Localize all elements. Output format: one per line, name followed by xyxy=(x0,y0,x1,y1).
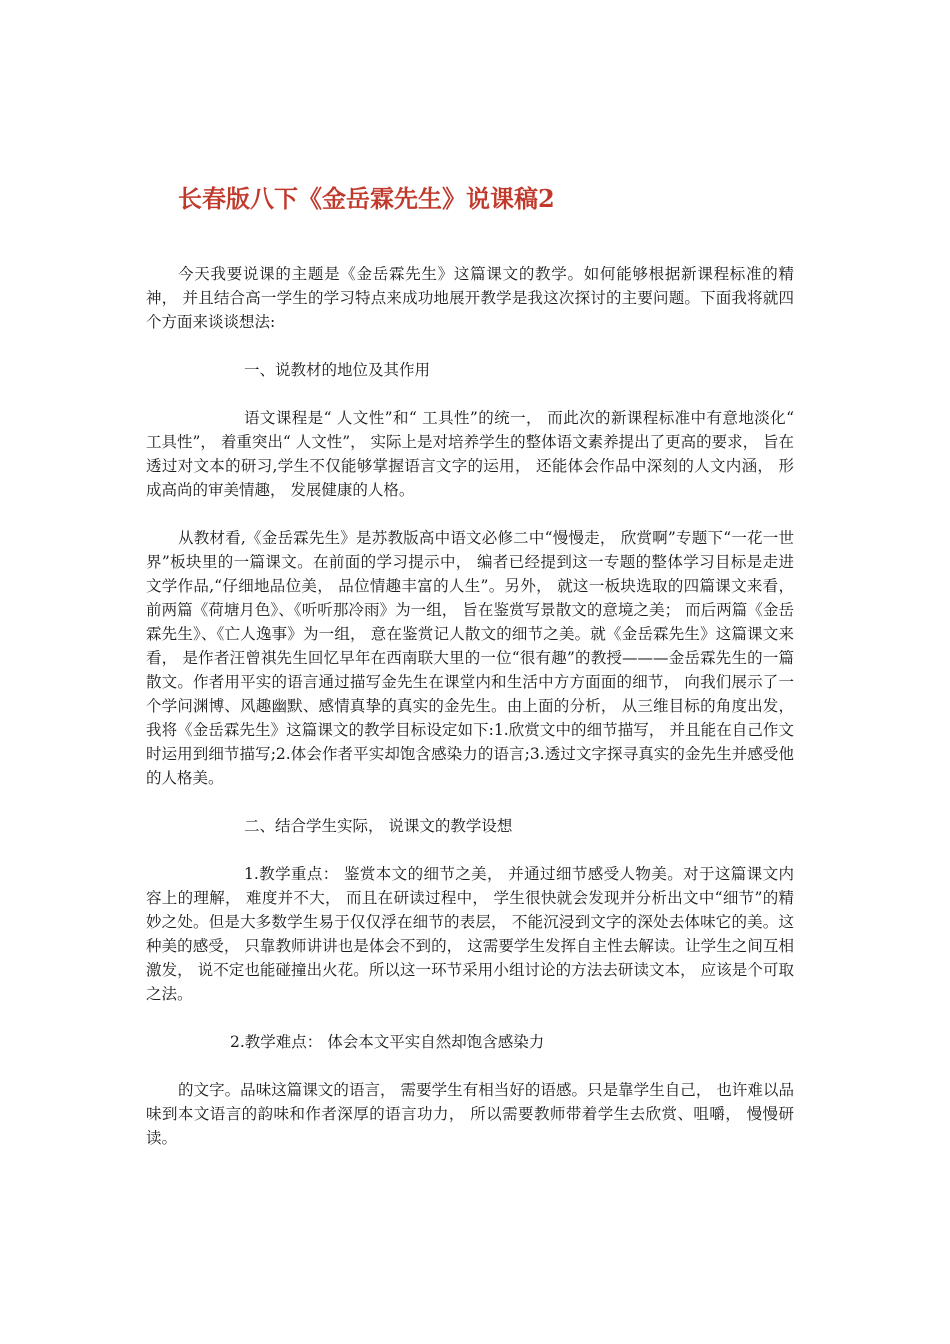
paragraph-textbook: 从教材看,《金岳霖先生》是苏教版高中语文必修二中“慢慢走， 欣赏啊”专题下“一花一世界”板块里的一篇课文。在前面的学习提示中， 编者已经提到这一专题的整体学习目标是走进文学作品,“仔细地品位美， 品位情趣丰富的人生”。另外， 就这一板块选取的四篇课文来看， 前两篇《荷塘月色》、《听听那冷雨》为一组， 旨在鉴赏写景散文的意境之美； 而后两篇《金岳霖先生》、《亡人逸事》为一组， 意在鉴赏记人散文的细节之美。就《金岳霖先生》这篇课文来看， 是作者汪曾祺先生回忆早年在西南联大里的一位“很有趣”的教授———金岳霖先生的一篇散文。作者用平实的语言通过描写金先生在课堂内和生活中方方面面的细节， 向我们展示了一个学问渊博、风趣幽默、感情真挚的真实的金先生。由上面的分析， 从三维目标的角度出发， 我将《金岳霖先生》这篇课文的教学目标设定如下:1.欣赏文中的细节描写， 并且能在自己作文时运用到细节描写;2.体会作者平实却饱含感染力的语言;3.透过文字探寻真实的金先生并感受他的人格美。 xyxy=(146,529,794,787)
document-title: 长春版八下《金岳霖先生》说课稿2 xyxy=(178,184,555,213)
section-heading-2: 二、结合学生实际， 说课文的教学设想 xyxy=(244,817,513,835)
paragraph-teaching-difficulty: 2.教学难点： 体会本文平实自然却饱含感染力 xyxy=(230,1033,545,1051)
section-heading-1: 一、说教材的地位及其作用 xyxy=(244,361,431,379)
paragraph-curriculum: 语文课程是“ 人文性”和“ 工具性”的统一， 而此次的新课程标准中有意地淡化“ 工具性”， 着重突出“ 人文性”， 实际上是对培养学生的整体语文素养提出了更高的要求， 旨在透过对文本的研习,学生不仅能够掌握语言文字的运用， 还能体会作品中深刻的人文内涵， 形成高尚的审美情趣， 发展健康的人格。 xyxy=(146,409,794,499)
paragraph-intro: 今天我要说课的主题是《金岳霖先生》这篇课文的教学。如何能够根据新课程标准的精神， 并且结合高一学生的学习特点来成功地展开教学是我这次探讨的主要问题。下面我将就四个方面来谈谈想法: xyxy=(146,265,794,331)
paragraph-language: 的文字。品味这篇课文的语言， 需要学生有相当好的语感。只是靠学生自己， 也许难以品味到本文语言的韵味和作者深厚的语言功力， 所以需要教师带着学生去欣赏、咀嚼， 慢慢研读。 xyxy=(146,1081,794,1147)
paragraph-teaching-focus: 1.教学重点： 鉴赏本文的细节之美， 并通过细节感受人物美。对于这篇课文内容上的理解， 难度并不大， 而且在研读过程中， 学生很快就会发现并分析出文中“细节”的精妙之处。但是大多数学生易于仅仅浮在细节的表层， 不能沉浸到文字的深处去体味它的美。这种美的感受， 只靠教师讲讲也是体会不到的， 这需要学生发挥自主性去解读。让学生之间互相激发， 说不定也能碰撞出火花。所以这一环节采用小组讨论的方法去研读文本， 应该是个可取之法。 xyxy=(146,865,794,1003)
document-body xyxy=(146,262,794,1174)
